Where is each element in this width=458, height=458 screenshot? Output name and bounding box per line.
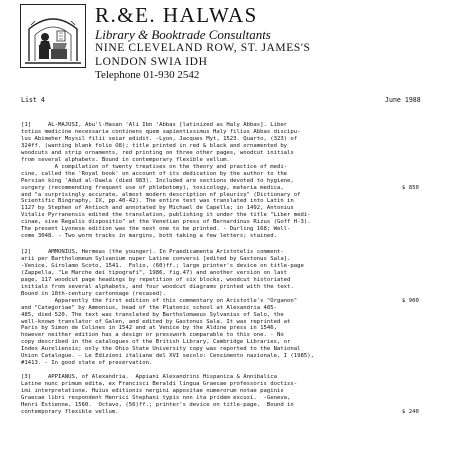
entry-text-line: Bound in 18th-century cartonnage (recased). xyxy=(21,290,166,297)
entry-text-line: The present Lyonese edition was the next one to be printed. - Durling 168; Well- xyxy=(21,226,291,233)
firm-name: R.&E. HALWAS xyxy=(95,3,258,27)
entry-text-line: initials from several alphabets, and four woodcut diagrams printed with the text. xyxy=(21,283,294,290)
catalogue-entry xyxy=(21,374,439,416)
entry-text-line: Union Catalogue. - Le Edizioni italiane del XVI secolo: Censimento nazionale, I (1985), xyxy=(21,353,314,360)
entry-text-line: (Zappella, "Le Marche dei tipografi", 1986, fig.47) and another version on last xyxy=(21,269,288,276)
entry-text-line: cine, called the 'Royal book' on account of its dedication by the author to the xyxy=(21,170,288,177)
letterhead xyxy=(95,3,435,83)
entry-text-line: Index Aureliensis; only the Ohio State University copy was reported to the National xyxy=(21,346,301,353)
telephone: Telephone 01-930 2542 xyxy=(95,69,200,81)
address-line-2: LONDON SWIA IDH xyxy=(95,55,208,68)
entry-text-line: however neither edition has a design or presswork comparable to this one. - No xyxy=(21,332,284,339)
entry-text-line: from several alphabets. Bound in contemporary flexible vellum. xyxy=(21,156,230,163)
entry-text-line: imi interpretatione. Huius editionis nergini appositae numerorum notae paginis xyxy=(21,387,284,394)
entry-text-line: Vitalis Pyrranensis edited the translation, publishing it under the title "Liber medi- xyxy=(21,212,311,219)
entry-text-line: Persian king 'Adud al-Dawla (died 983). Included are sections devoted to hygiene, xyxy=(21,177,294,184)
entry-text-line: totius medicine necessaria continens quem sapientissimus Haly filius Abbas discipu- xyxy=(21,128,301,135)
entry-text-line: woodcuts and strip ornaments, red printing on three other pages, woodcut initials xyxy=(21,149,294,156)
entry-price: $ 900 xyxy=(402,298,419,304)
entry-text-line: [2] AMMONIUS, Hermeas (the younger). In Praedicamenta Aristotelis comment- xyxy=(21,249,284,255)
entry-text-line: A compilation of twenty treatises on the theory and practice of medi- xyxy=(21,163,288,170)
entry-text-line: Apparently the first edition of this commentary on Aristotle's "Organon" xyxy=(21,297,298,304)
entry-text-line: [1] AL-MAJUSI, Abu'l-Hasan 'Ali Ibn 'Abbas [latinized as Haly Abbas]. Liber xyxy=(21,122,288,128)
firm-tagline: Library & Booktrade Consultants xyxy=(95,27,271,42)
entry-text-line: 324ff. (wanting blank folio O8); title printed in red & black and ornamented by xyxy=(21,142,288,149)
entry-text-line: [3] APPIANUS, of Alexandria. Appiani Alexandrini Hispanica & Annibalica xyxy=(21,374,277,380)
list-date: June 1988 xyxy=(385,96,421,104)
entry-text-line: Latine nunc primum edita, ex Francisci Beraldi lingua Graecae professoris doctiss- xyxy=(21,380,298,387)
entry-text-line: -Venice, Girolamo Scoto, 1541. Folio, (60)ff.; large printer's device on title-page xyxy=(21,262,304,269)
entry-text-line: page, 117 woodcut page headings by repetition of six blocks, woodcut historiated xyxy=(21,276,291,283)
address-line-1: NINE CLEVELAND ROW, ST. JAMES'S xyxy=(95,42,311,54)
entry-text-line: well-known translator of Galen, and edited by Gastonus Sala. It was reprinted at xyxy=(21,318,291,325)
catalogue-entry xyxy=(21,249,439,367)
entry-text-line: and "a surprisingly accurate, almost modern description of pleurisy" (Dictionary of xyxy=(21,191,301,198)
firm-logo-icon xyxy=(20,4,86,68)
entry-text-line: arii per Bartholomeum Sylvanium nuper Latine conversi [edited by Gastonus Sala]. xyxy=(21,255,291,262)
entry-text-line: 1127 by Stephen of Antioch and annotated by Michael de Capella; in 1492, Antonius xyxy=(21,205,294,212)
entry-text-line: Scientific Biography, IX, pp.40-42). The entire text was translated into Latin in xyxy=(21,198,294,205)
entry-price: $ 850 xyxy=(402,185,419,191)
entry-text-line: #1413. - In good state of preservation. xyxy=(21,360,153,367)
entry-text-line: contemporary flexible vellum. xyxy=(21,408,119,415)
entry-text-line: lus Abimeher Moysil filii seiar edidit. -Lyon, Jacques Myt, 1523. Quarto, (323) of xyxy=(21,135,298,142)
entry-text-line: cinae, sive Regalis dispositio" at the Venetian press of Bernardinus Rizus (Goff H-3). xyxy=(21,219,311,226)
entry-price: $ 240 xyxy=(402,409,419,415)
entry-text-line: Henri Estienne, 1560. Octavo, (56)ff.; printer's device on title-page. Bound in xyxy=(21,401,294,408)
catalogue-entry xyxy=(21,122,439,240)
entry-text-line: Paris by Simon de Colines in 1542 and at Venice by the Aldine press in 1546, xyxy=(21,325,277,332)
entry-text-line: and "Categoriae" by Ammonius, head of the Platonic school at Alexandria 485- xyxy=(21,304,277,311)
entry-text-line: Graecae libri respondent Henrici Stephani typis non ita pridem excusi. -Geneva, xyxy=(21,394,291,401)
list-number: List 4 xyxy=(21,96,45,104)
entry-text-line: surgery (recommending frequent use of phlebotomy), toxicology, materia medica, xyxy=(21,184,284,191)
entry-text-line: 485, died 520. The text was translated by Bartholomaeus Sylvanius of Salo, the xyxy=(21,311,284,318)
entry-text-line: copy described in the catalogues of the British Library, Cambridge Libraries, or xyxy=(21,339,291,346)
entry-text-line: come 3048. - Two worm tracks in margins, both taking a few letters; stained. xyxy=(21,233,277,240)
